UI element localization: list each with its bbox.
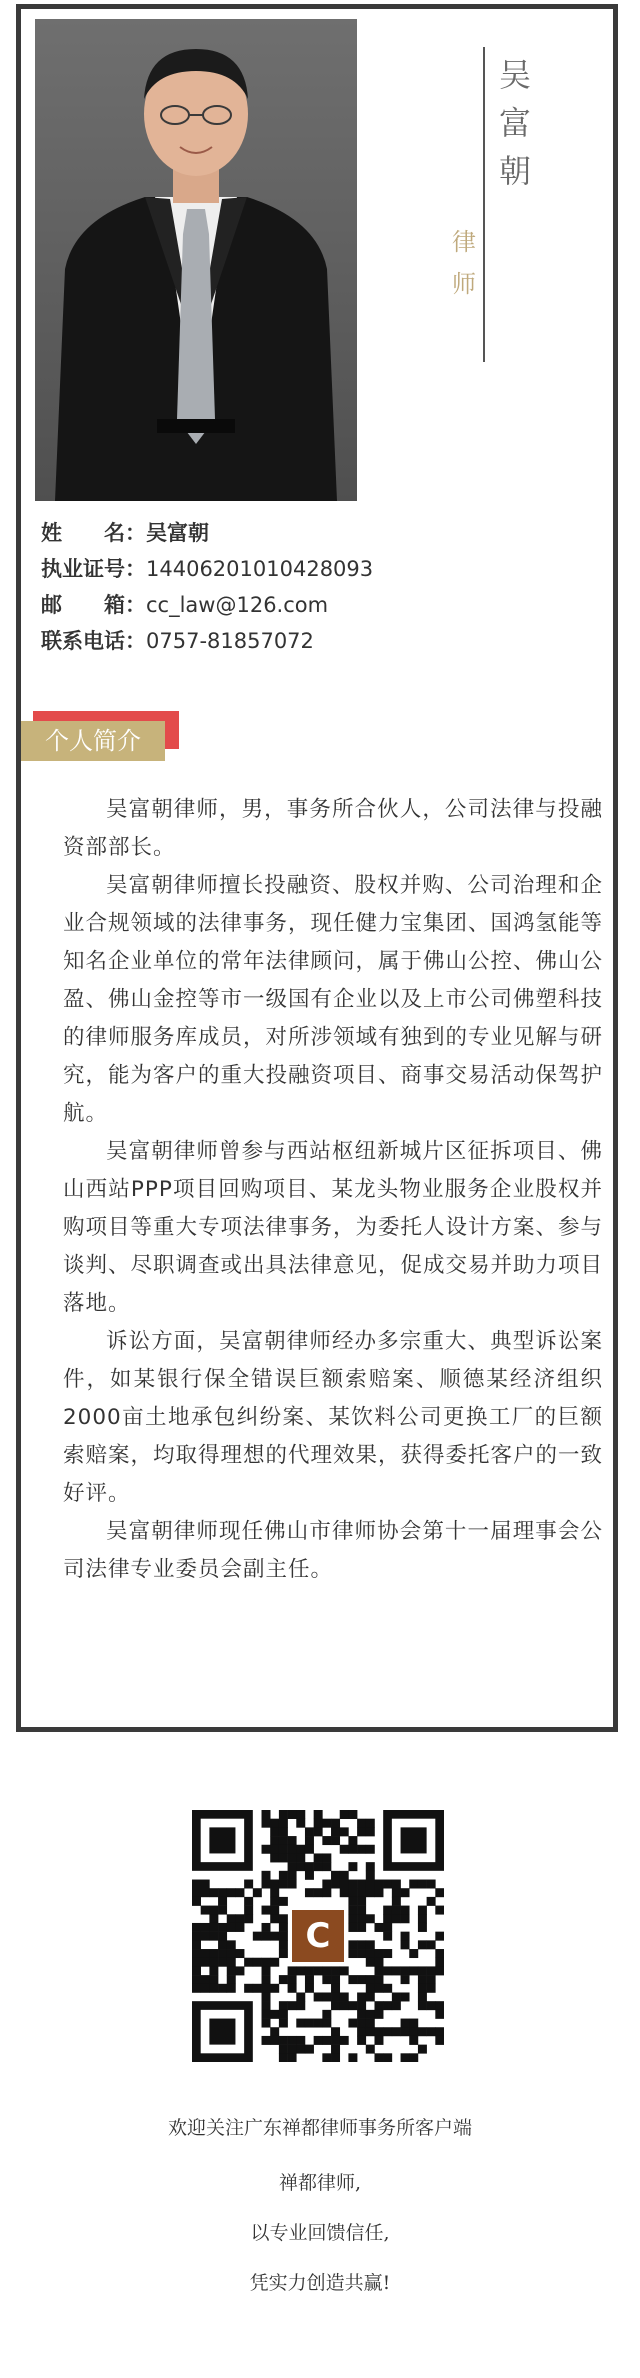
title-char: 师 xyxy=(452,270,476,298)
info-label: 姓 名： xyxy=(41,521,146,545)
info-row-email xyxy=(41,587,373,623)
firm-logo-icon: C xyxy=(288,1906,348,1966)
footer-line: 禅都律师, xyxy=(278,2172,362,2194)
vertical-divider xyxy=(483,47,485,362)
info-value: cc_law@126.com xyxy=(146,593,329,617)
footer-line: 以专业回馈信任, xyxy=(250,2222,390,2244)
name-char: 吴 xyxy=(498,56,531,94)
footer-line: 欢迎关注广东禅都律师事务所客户端 xyxy=(167,2117,472,2139)
bio-paragraph: 吴富朝律师曾参与西站枢纽新城片区征拆项目、佛山西站PPP项目回购项目、某龙头物业服务企业股权并购项目等重大专项法律事务，为委托人设计方案、参与谈判、尽职调查或出具法律意见，促成交易并助力项目落地。 xyxy=(63,1139,604,1316)
info-label: 联系电话： xyxy=(41,629,146,653)
lawyer-name-vertical xyxy=(491,51,539,195)
bio-paragraph: 诉讼方面，吴富朝律师经办多宗重大、典型诉讼案件，如某银行保全错误巨额索赔案、顺德某经济组织2000亩土地承包纠纷案、某饮料公司更换工厂的巨额索赔案，均取得理想的代理效果，获得委托客户的一致好评。 xyxy=(63,1329,604,1506)
contact-info xyxy=(41,515,373,659)
lawyer-portrait xyxy=(35,19,357,501)
info-label: 执业证号： xyxy=(41,557,146,581)
info-label: 邮 箱： xyxy=(41,593,146,617)
name-char: 朝 xyxy=(498,152,531,190)
title-char: 律 xyxy=(452,228,476,256)
info-row-phone xyxy=(41,623,373,659)
info-value: 14406201010428093 xyxy=(146,557,374,581)
bio-paragraph: 吴富朝律师现任佛山市律师协会第十一届理事会公司法律专业委员会副主任。 xyxy=(63,1519,603,1582)
biography xyxy=(63,791,603,1589)
bio-paragraph: 吴富朝律师擅长投融资、股权并购、公司治理和企业合规领域的法律事务，现任健力宝集团、国鸿氢能等知名企业单位的常年法律顾问，属于佛山公控、佛山公盈、佛山金控等市一级国有企业以及上市公司佛塑科技的律师服务库成员，对所涉领域有独到的专业见解与研究，能为客户的重大投融资项目、商事交易活动保驾护航。 xyxy=(63,873,604,1126)
bio-paragraph: 吴富朝律师，男，事务所合伙人，公司法律与投融资部部长。 xyxy=(63,797,603,860)
section-title: 个人简介 xyxy=(21,721,165,761)
info-value: 吴富朝 xyxy=(146,521,209,545)
profile-card xyxy=(16,4,618,1732)
info-value: 0757-81857072 xyxy=(146,629,314,653)
info-row-license xyxy=(41,551,373,587)
footer-line: 凭实力创造共赢! xyxy=(249,2272,391,2294)
footer-text xyxy=(0,2098,640,2308)
name-char: 富 xyxy=(498,104,531,142)
lawyer-title-vertical xyxy=(446,221,482,305)
qr-code[interactable] xyxy=(192,1810,444,2062)
info-row-name xyxy=(41,515,373,551)
